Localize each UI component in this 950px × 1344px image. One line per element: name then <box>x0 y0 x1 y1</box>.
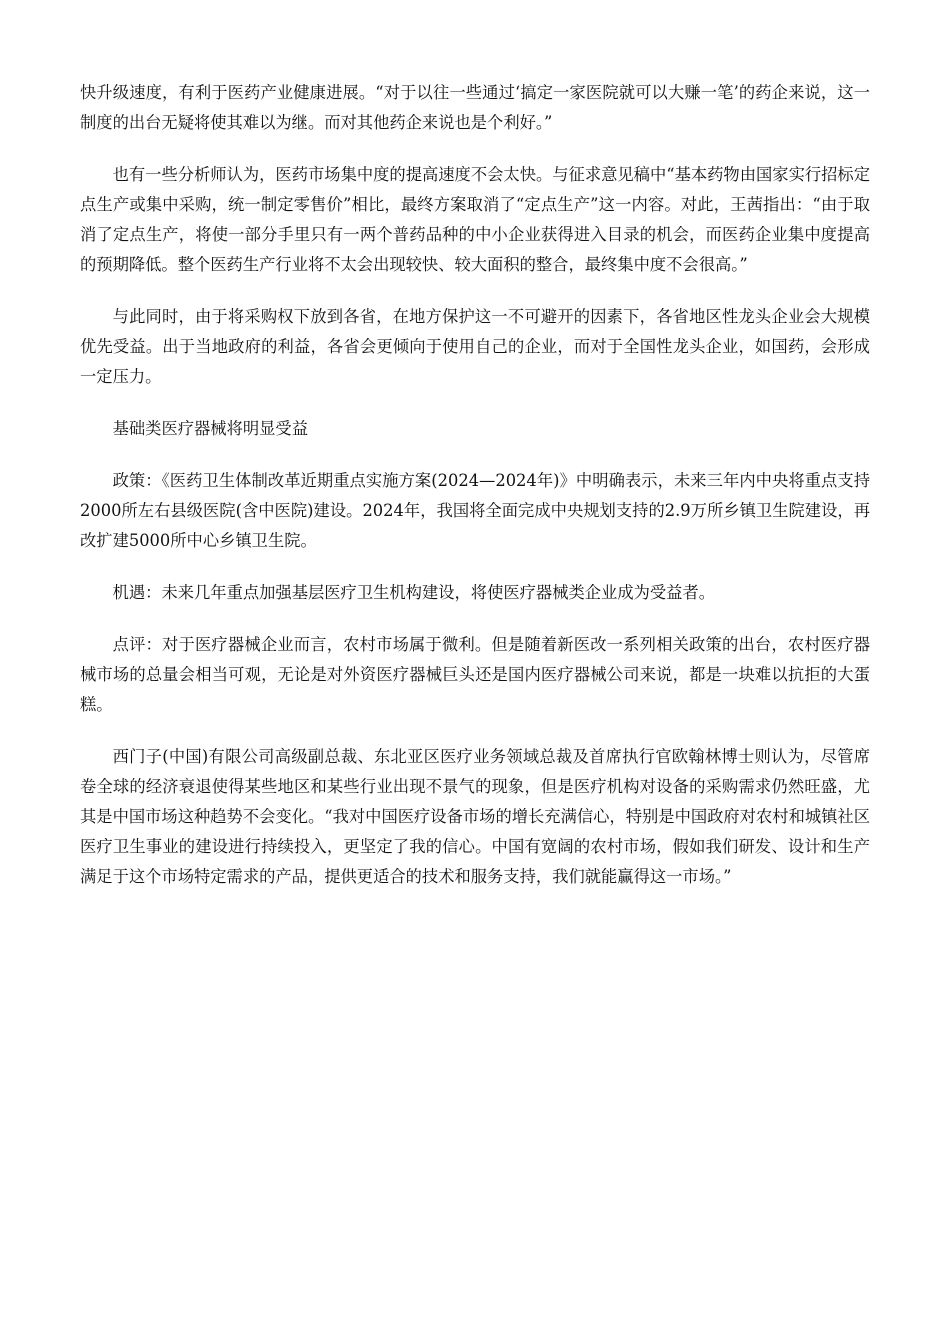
paragraph-siemens-quote: 西门子(中国)有限公司高级副总裁、东北亚区医疗业务领域总裁及首席执行官欧翰林博士则认为，尽管席卷全球的经济衰退使得某些地区和某些行业出现不景气的现象，但是医疗机构对设备的采购需求仍然旺盛，尤其是中国市场这种趋势不会变化。“我对中国医疗设备市场的增长充满信心，特别是中国政府对农村和城镇社区医疗卫生事业的建设进行持续投入，更坚定了我的信心。中国有宽阔的农村市场，假如我们研发、设计和生产满足于这个市场特定需求的产品，提供更适合的技术和服务支持，我们就能赢得这一市场。” <box>80 747 870 886</box>
paragraph-analyst-view: 也有一些分析师认为，医药市场集中度的提高速度不会太快。与征求意见稿中“基本药物由国家实行招标定点生产或集中采购，统一制定零售价”相比，最终方案取消了“定点生产”这一内容。对此，王茜指出：“由于取消了定点生产，将使一部分手里只有一两个普药品种的中小企业获得进入目录的机会，而医药企业集中度提高的预期降低。整个医药生产行业将不太会出现较快、较大面积的整合，最终集中度不会很高。” <box>80 165 870 274</box>
section-heading-medical-devices: 基础类医疗器械将明显受益 <box>112 419 308 438</box>
paragraph-continuation: 快升级速度，有利于医药产业健康进展。“对于以往一些通过‘搞定一家医院就可以大赚一笔’的药企来说，这一制度的出台无疑将使其难以为继。而对其他药企来说也是个利好。” <box>80 83 870 132</box>
paragraph-opportunity: 机遇：未来几年重点加强基层医疗卫生机构建设，将使医疗器械类企业成为受益者。 <box>112 583 716 602</box>
paragraph-commentary: 点评：对于医疗器械企业而言，农村市场属于微利。但是随着新医改一系列相关政策的出台，农村医疗器械市场的总量会相当可观，无论是对外资医疗器械巨头还是国内医疗器械公司来说，都是一块难以抗拒的大蛋糕。 <box>80 635 870 714</box>
paragraph-regional-leaders: 与此同时，由于将采购权下放到各省，在地方保护这一不可避开的因素下，各省地区性龙头企业会大规模优先受益。出于当地政府的利益，各省会更倾向于使用自己的企业，而对于全国性龙头企业，如国药，会形成一定压力。 <box>80 307 870 386</box>
paragraph-policy: 政策：《医药卫生体制改革近期重点实施方案(2024—2024年)》中明确表示，未来三年内中央将重点支持2000所左右县级医院(含中医院)建设。2024年，我国将全面完成中央规划支持的2.9万所乡镇卫生院建设，再改扩建5000所中心乡镇卫生院。 <box>80 471 870 550</box>
document-body <box>80 78 870 914</box>
